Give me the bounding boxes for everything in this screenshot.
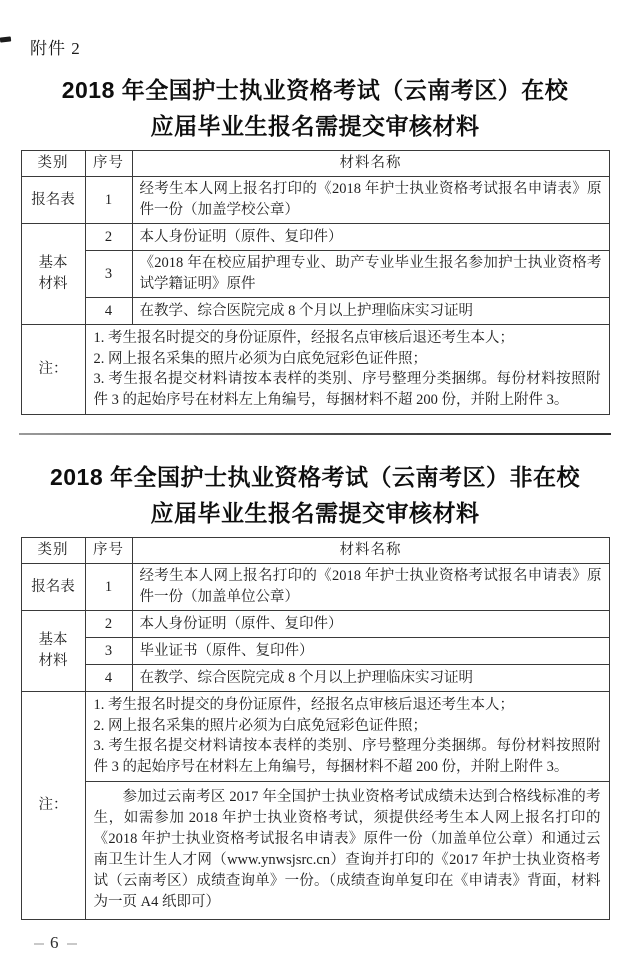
materials-table-incampus: [21, 150, 610, 415]
no-cell: 2: [85, 224, 132, 251]
table-row: [21, 251, 609, 298]
note-line-3: 3. 考生报名提交材料请按本表样的类别、序号整理分类捆绑。每份材料按照附件 3 的起始序号在材料左上角编号，每捆材料不超 200 份，并附上附件 3。: [93, 371, 601, 408]
note-line-1: 1. 考生报名时提交的身份证原件，经报名点审核后退还考生本人；: [93, 697, 514, 713]
notes-cell: [85, 692, 609, 782]
title-offcampus-line2: 应届毕业生报名需提交审核材料: [150, 500, 480, 526]
materials-table-offcampus: [21, 537, 610, 920]
material-cell: 在教学、综合医院完成 8 个月以上护理临床实习证明: [132, 665, 609, 692]
note-label-cell: 注：: [21, 325, 85, 415]
table-row: [21, 638, 609, 665]
material-cell: 经考生本人网上报名打印的《2018 年护士执业资格考试报名申请表》原件一份（加盖单位公章）: [132, 564, 609, 611]
material-cell: 本人身份证明（原件、复印件）: [132, 611, 609, 638]
header-cell-category: 类别: [21, 151, 85, 177]
category-cell: 报名表: [21, 177, 85, 224]
notes-cell: [85, 325, 609, 415]
scanned-document-page: [0, 34, 630, 965]
no-cell: 4: [85, 665, 132, 692]
no-cell: 3: [85, 251, 132, 298]
material-cell: 经考生本人网上报名打印的《2018 年护士执业资格考试报名申请表》原件一份（加盖学校公章）: [132, 177, 609, 224]
header-cell-no: 序号: [85, 538, 132, 564]
table-row: [21, 564, 609, 611]
page-number: 6: [50, 933, 59, 952]
table-row: [21, 611, 609, 638]
category-cell: 报名表: [21, 564, 85, 611]
attachment-label: 附件 2: [30, 39, 81, 58]
category-cell: [21, 611, 85, 692]
note-row: [21, 325, 609, 415]
table-row: [21, 298, 609, 325]
no-cell: 2: [85, 611, 132, 638]
no-cell: 4: [85, 298, 132, 325]
note-line-2: 2. 网上报名采集的照片必须为白底免冠彩色证件照；: [93, 717, 427, 734]
material-cell: 在教学、综合医院完成 8 个月以上护理临床实习证明: [132, 298, 609, 325]
note-label-cell: 注：: [21, 692, 85, 920]
category-label: 基本材料: [38, 632, 68, 669]
category-label: 基本材料: [38, 255, 68, 292]
note-line-3: 3. 考生报名提交材料请按本表样的类别、序号整理分类捆绑。每份材料按照附件 3 的起始序号在材料左上角编号，每捆材料不超 200 份，并附上附件 3。: [93, 738, 601, 775]
no-cell: 1: [85, 564, 132, 611]
note-paragraph-cell: 参加过云南考区 2017 年全国护士执业资格考试成绩未达到合格线标准的考生，如需参加 2018 年护士执业资格考试，须提供经考生本人网上报名打印的《2018 年护士执业资格考试报名申请表》原件一份（加盖单位公章）和通过云南卫生计生人才网（www.ynwsjsrc.cn）查询并打印的《2017 年护士执业资格考试（云南考区）成绩查询单》一份。（成绩查询单复印在《申请表》背面，材料为一页 A4 纸即可）: [85, 782, 609, 920]
title-incampus-line2: 应届毕业生报名需提交审核材料: [150, 113, 480, 139]
table-row: [21, 665, 609, 692]
category-cell: [21, 224, 85, 325]
scan-artifact-mark: [0, 36, 11, 42]
no-cell: 3: [85, 638, 132, 665]
material-cell: 毕业证书（原件、复印件）: [132, 638, 609, 665]
header-cell-no: 序号: [85, 151, 132, 177]
no-cell: 1: [85, 177, 132, 224]
table-row: [21, 224, 609, 251]
material-cell: 本人身份证明（原件、复印件）: [132, 224, 609, 251]
note-row: [21, 692, 609, 782]
title-incampus: [0, 72, 630, 144]
title-offcampus-line1: 2018 年全国护士执业资格考试（云南考区）非在校: [49, 464, 581, 490]
title-offcampus: [0, 459, 630, 531]
header-cell-material: 材料名称: [132, 151, 609, 177]
table-header-row: [21, 538, 609, 564]
title-incampus-line1: 2018 年全国护士执业资格考试（云南考区）在校: [61, 77, 569, 103]
section-divider: [19, 433, 611, 435]
note-line-1: 1. 考生报名时提交的身份证原件，经报名点审核后退还考生本人；: [93, 330, 514, 346]
material-cell: 《2018 年在校应届护理专业、助产专业毕业生报名参加护士执业资格考试学籍证明》原件: [132, 251, 609, 298]
header-cell-category: 类别: [21, 538, 85, 564]
table-row: [21, 177, 609, 224]
note-paragraph-row: [21, 782, 609, 920]
header-cell-material: 材料名称: [132, 538, 609, 564]
table-header-row: [21, 151, 609, 177]
note-line-2: 2. 网上报名采集的照片必须为白底免冠彩色证件照；: [93, 350, 427, 367]
